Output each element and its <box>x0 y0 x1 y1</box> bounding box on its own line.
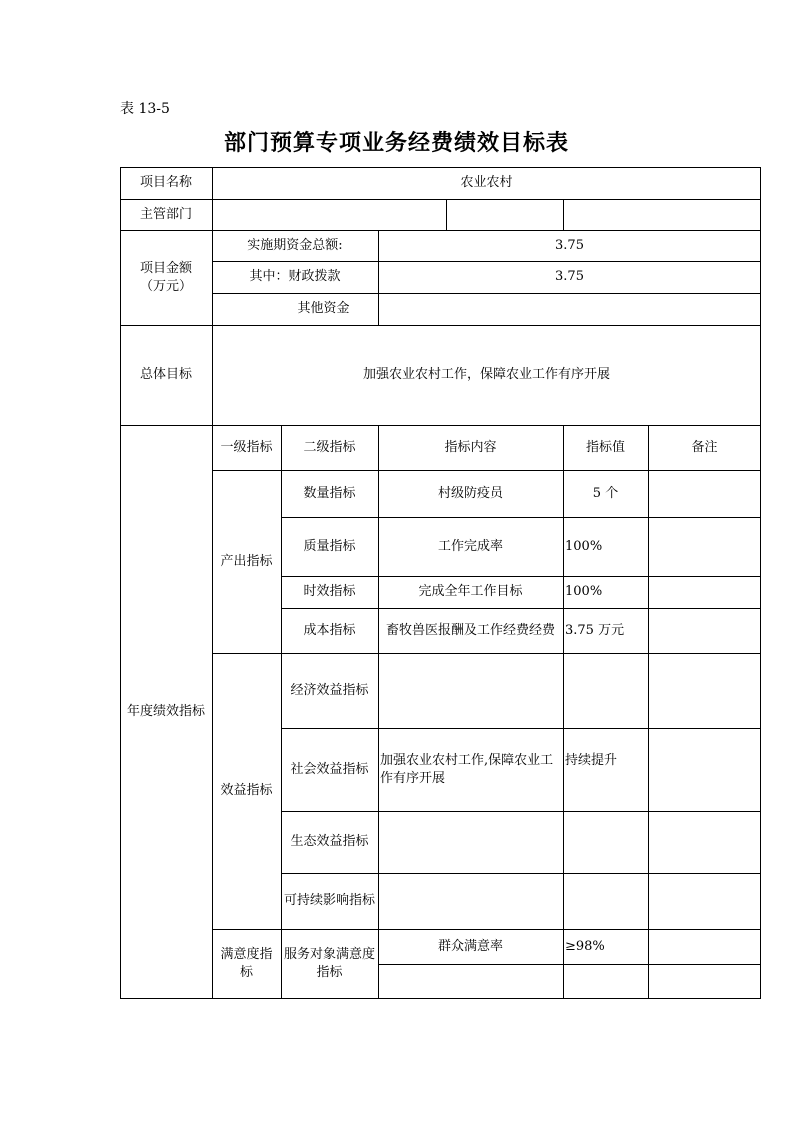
timeliness-indicator-value: 100% <box>565 584 603 599</box>
header-level2: 二级指标 <box>303 439 356 455</box>
grid-line <box>446 199 447 230</box>
header-level1: 一级指标 <box>220 439 273 455</box>
cost-indicator-value: 3.75 万元 <box>565 622 625 638</box>
quality-indicator-content: 工作完成率 <box>437 538 503 554</box>
header-content: 指标内容 <box>444 439 497 455</box>
timeliness-indicator-content: 完成全年工作目标 <box>418 584 523 599</box>
output-indicator-label: 产出指标 <box>220 553 273 569</box>
public-satisfaction-value: ≥98% <box>565 938 605 954</box>
performance-target-table <box>120 167 761 999</box>
project-amount-label: 项目金额（万元） <box>139 260 192 294</box>
grid-line <box>378 964 761 965</box>
grid-line <box>563 199 564 230</box>
other-funds-label: 其他资金 <box>297 301 350 316</box>
fiscal-funds-value: 3.75 <box>555 269 584 284</box>
benefit-indicator-label: 效益指标 <box>220 783 273 798</box>
service-object-satisfaction-label: 服务对象满意度指标 <box>284 946 376 980</box>
quality-indicator-value: 100% <box>565 538 603 554</box>
grid-line <box>648 425 649 998</box>
overall-target-label: 总体目标 <box>139 367 192 382</box>
timeliness-indicator-label: 时效指标 <box>303 584 356 599</box>
overall-target-value: 加强农业农村工作，保障农业工作有序开展 <box>362 367 610 382</box>
satisfaction-indicator-label: 满意度指标 <box>220 946 273 980</box>
department-label: 主管部门 <box>139 206 192 222</box>
quality-indicator-label: 质量指标 <box>303 538 356 554</box>
economic-benefit-label: 经济效益指标 <box>290 682 369 698</box>
ecological-benefit-label: 生态效益指标 <box>290 834 369 849</box>
total-funds-value: 3.75 <box>555 237 584 253</box>
social-benefit-content: 加强农业农村工作,保障农业工作有序开展 <box>380 752 554 786</box>
cost-indicator-content: 畜牧兽医报酬及工作经费经费 <box>385 622 555 638</box>
public-satisfaction-content: 群众满意率 <box>437 938 503 954</box>
header-value: 指标值 <box>585 439 625 455</box>
fiscal-funds-label: 其中：财政拨款 <box>249 269 341 284</box>
header-remark: 备注 <box>691 439 718 455</box>
social-benefit-label: 社会效益指标 <box>290 761 369 777</box>
annual-indicators-label: 年度绩效指标 <box>126 703 205 719</box>
total-funds-label: 实施期资金总额: <box>247 237 343 253</box>
quantity-indicator-value: 5 个 <box>592 485 619 501</box>
sustainable-impact-label: 可持续影响指标 <box>284 893 376 908</box>
page-title: 部门预算专项业务经费绩效目标表 <box>223 130 569 156</box>
grid-line <box>120 998 761 999</box>
project-name-label: 项目名称 <box>139 175 192 190</box>
social-benefit-value: 持续提升 <box>565 753 618 768</box>
quantity-indicator-content: 村级防疫员 <box>437 485 503 501</box>
table-number-label: 表 13-5 <box>120 101 170 117</box>
project-name-value: 农业农村 <box>460 175 513 190</box>
quantity-indicator-label: 数量指标 <box>303 485 356 501</box>
grid-line <box>120 199 761 200</box>
cost-indicator-label: 成本指标 <box>303 622 356 638</box>
